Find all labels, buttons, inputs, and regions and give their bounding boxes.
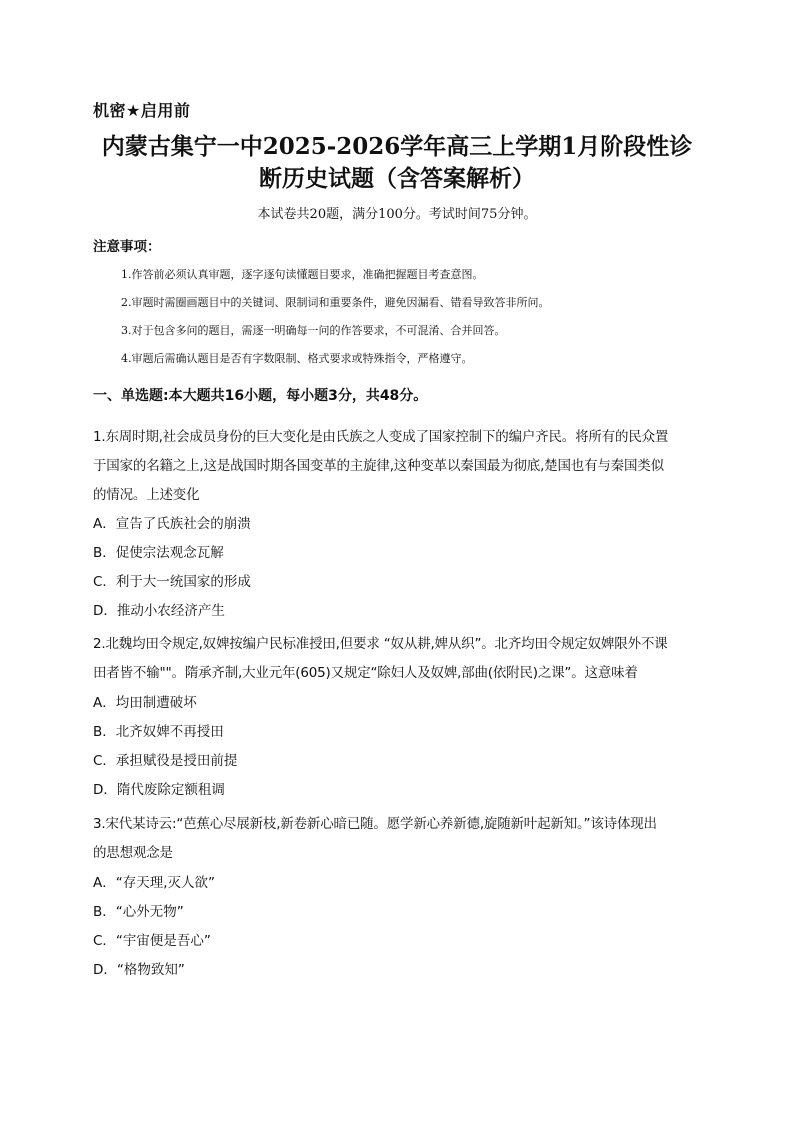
notice-item: 4.审题后需确认题目是否有字数限制、格式要求或特殊指令，严格遵守。: [121, 352, 473, 365]
question-1-option-d: D．推动小农经济产生: [93, 603, 225, 619]
question-2-line: 2.北魏均田令规定,奴婢按编户民标准授田,但要求 “奴从耕,婢从织”。北齐均田令规定奴婢限外不课: [93, 636, 668, 652]
notice-item: 2.审题时需圈画题目中的关键词、限制词和重要条件，避免因漏看、错看导致答非所问。: [121, 296, 550, 309]
page-title-line-2: 断历史试题（含答案解析）: [259, 165, 535, 192]
question-3-line: 3.宋代某诗云:“芭蕉心尽展新枝,新卷新心暗已随。愿学新心养新德,旋随新叶起新知。”该诗体现出: [93, 816, 657, 832]
question-2-line: 田者皆不输""。隋承齐制,大业元年(605)又规定“除妇人及奴婢,部曲(依附民)之课”。这意味着: [93, 665, 638, 681]
question-2-option-b: B．北齐奴婢不再授田: [93, 724, 224, 740]
question-3-option-c: C．“宇宙便是吾心”: [93, 933, 211, 949]
question-1-option-c: C．利于大一统国家的形成: [93, 574, 251, 590]
question-2-option-c: C．承担赋役是授田前提: [93, 753, 238, 769]
question-3-option-b: B．“心外无物”: [93, 904, 184, 920]
section-heading: 一、单选题:本大题共16小题，每小题3分，共48分。: [93, 388, 428, 404]
question-3-line: 的思想观念是: [93, 845, 173, 861]
notice-item: 3.对于包含多问的题目，需逐一明确每一问的作答要求，不可混淆、合并回答。: [121, 324, 506, 337]
question-1-line: 于国家的名籍之上,这是战国时期各国变革的主旋律,这种变革以秦国最为彻底,楚国也有与秦国类似: [93, 458, 664, 474]
page-title-line-1: 内蒙古集宁一中2025-2026学年高三上学期1月阶段性诊: [101, 133, 693, 160]
question-1-line: 1.东周时期,社会成员身份的巨大变化是由氏族之人变成了国家控制下的编户齐民。将所有的民众置: [93, 429, 669, 445]
question-1-line: 的情况。上述变化: [93, 487, 200, 503]
question-1-option-a: A．宣告了氏族社会的崩溃: [93, 516, 251, 532]
question-2-option-a: A．均田制遭破坏: [93, 695, 197, 711]
confidential-label: 机密★启用前: [93, 101, 191, 120]
question-1-option-b: B．促使宗法观念瓦解: [93, 545, 224, 561]
notice-item: 1.作答前必须认真审题，逐字逐句读懂题目要求，准确把握题目考查意图。: [121, 268, 484, 281]
question-3-option-a: A．“存天理,灭人欲”: [93, 875, 216, 891]
notice-heading: 注意事项：: [93, 239, 161, 255]
question-3-option-d: D．“格物致知”: [93, 962, 185, 978]
question-2-option-d: D．隋代废除定额租调: [93, 782, 225, 798]
exam-info: 本试卷共20题，满分100分。考试时间75分钟。: [257, 207, 537, 222]
